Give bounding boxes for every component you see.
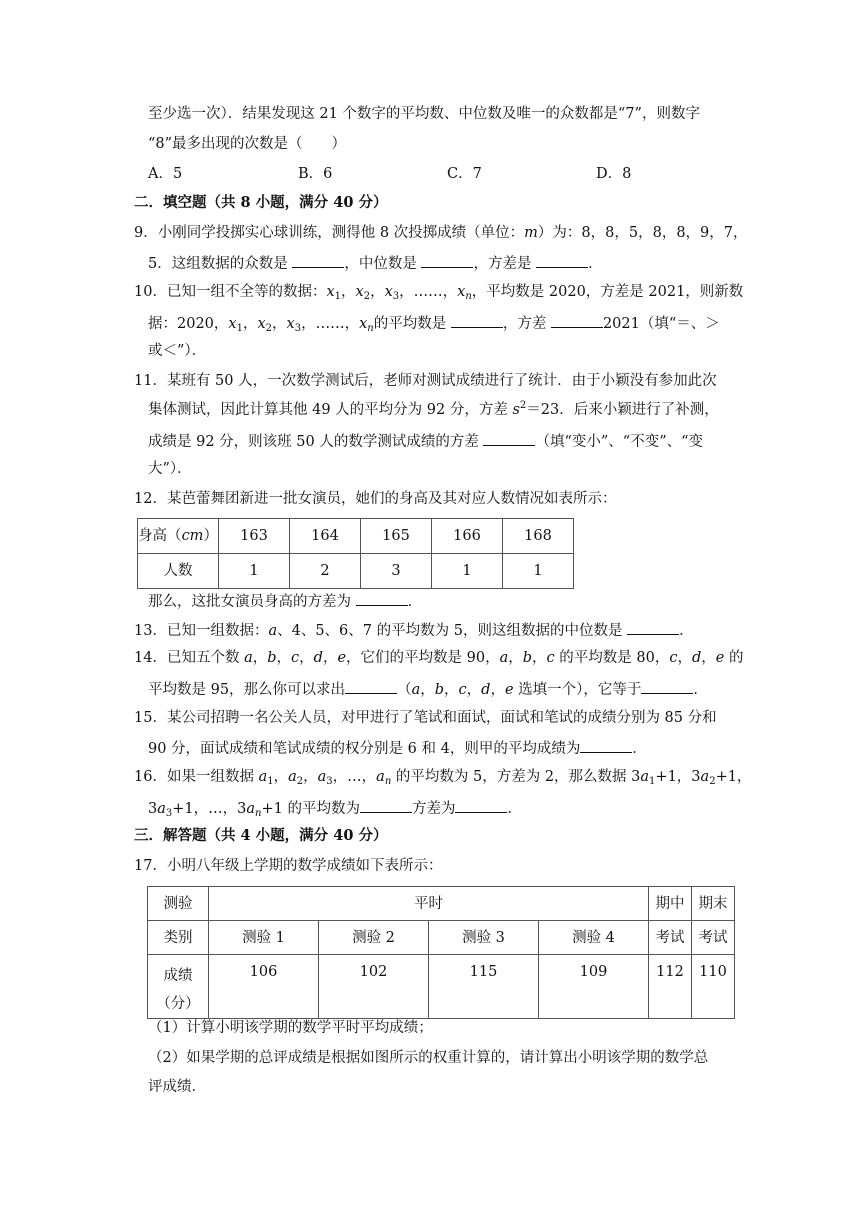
table-cell: 112	[649, 955, 692, 1019]
height-header-cell: 身高（cm）	[138, 519, 219, 554]
q17-sub1: （1）计算小明该学期的数学平时平均成绩；	[148, 1020, 433, 1036]
table-cell: 166	[432, 519, 503, 554]
q13-line: 13．已知一组数据：a、4、5、6、7 的平均数为 5，则这组数据的中位数是 ．	[134, 619, 694, 641]
q9-mode-blank	[292, 252, 344, 268]
table-cell: 测验 1	[209, 921, 319, 955]
q10-mean-blank	[451, 312, 503, 328]
table-cell: 1	[219, 554, 290, 589]
q11-line3: 成绩是 92 分，则该班 50 人的数学测试成绩的方差 （填“变小”、“不变”、“变	[148, 430, 703, 452]
table-row	[138, 554, 574, 589]
q14-line2: 平均数是 95，那么你可以求出 （a，b，c，d，e 选填一个），它等于 ．	[148, 678, 708, 700]
table-cell: 163	[219, 519, 290, 554]
q14-line1: 14．已知五个数 a，b，c，d，e，它们的平均数是 90，a，b，c 的平均数是 80，c，d，e 的	[134, 650, 744, 666]
table-cell: 165	[361, 519, 432, 554]
table-cell: 1	[432, 554, 503, 589]
q8-option-b: B．6	[298, 166, 333, 182]
table-cell: 期中	[649, 887, 692, 921]
q9-line2: 5．这组数据的众数是 ，中位数是 ，方差是 ．	[148, 252, 603, 274]
q11-line4: 大”）．	[148, 461, 192, 477]
q15-line2: 90 分，面试成绩和笔试成绩的权分别是 6 和 4，则甲的平均成绩为 ．	[148, 737, 647, 759]
height-table	[137, 518, 574, 589]
q16-line2: $3a_3+1$，…，$3a_n+1$ 的平均数为 方差为 ．	[148, 797, 522, 819]
table-cell: 109	[539, 955, 649, 1019]
table-cell: 115	[429, 955, 539, 1019]
table-cell: 106	[209, 955, 319, 1019]
q11-line1: 11．某班有 50 人，一次数学测试后，老师对测试成绩进行了统计．由于小颖没有参加此次	[134, 373, 717, 389]
table-row	[148, 887, 735, 921]
section-fill-in-title: 二．填空题（共 8 小题，满分 40 分）	[134, 194, 388, 211]
q16-line1: 16．如果一组数据 $a_1$，$a_2$，$a_3$，…，$a_n$ 的平均数为 5，方差为 2，那么数据 $3a_1+1$，$3a_2+1$，	[134, 769, 752, 787]
table-cell: 类别	[148, 921, 209, 955]
q15-line1: 15．某公司招聘一名公关人员，对甲进行了笔试和面试，面试和笔试的成绩分别为 85 分和	[134, 710, 717, 726]
q8-option-d: D．8	[596, 166, 632, 182]
table-cell: 测验	[148, 887, 209, 921]
table-cell: 2	[290, 554, 361, 589]
q13-blank	[627, 619, 679, 635]
q15-blank	[580, 737, 632, 753]
q10-line3: 或＜”）．	[148, 343, 207, 359]
table-cell: 110	[692, 955, 735, 1019]
table-cell: 168	[503, 519, 574, 554]
q14-variable-blank	[345, 678, 397, 694]
q9-line1: 9．小刚同学投掷实心球训练，测得他 8 次投掷成绩（单位：m）为：8，8，5，8，8，9，7，	[134, 225, 748, 241]
q12-line1: 12．某芭蕾舞团新进一批女演员，她们的身高及其对应人数情况如表所示：	[134, 491, 617, 507]
count-header-cell: 人数	[138, 554, 219, 589]
q17-sub2: （2）如果学期的总评成绩是根据如图所示的权重计算的，请计算出小明该学期的数学总	[148, 1050, 709, 1066]
q12-blank	[356, 590, 408, 606]
table-cell: 102	[319, 955, 429, 1019]
q8-line1: 至少选一次）．结果发现这 21 个数字的平均数、中位数及唯一的众数都是“7”，则数字	[148, 106, 700, 122]
table-cell: 成绩 （分）	[148, 955, 209, 1019]
table-row	[148, 955, 735, 1019]
q11-line2: 集体测试，因此计算其他 49 人的平均分为 92 分，方差 $s^2=23$．后来小颖进行了补测，	[148, 400, 719, 418]
q16-mean-blank	[360, 797, 412, 813]
q10-line1: 10．已知一组不全等的数据：$x_1$，$x_2$，$x_3$，……，$x_n$，平均数是 2020，方差是 2021，则新数	[134, 284, 744, 302]
table-cell: 测验 3	[429, 921, 539, 955]
q14-value-blank	[641, 678, 693, 694]
table-row	[148, 921, 735, 955]
section-answer-title: 三．解答题（共 4 小题，满分 40 分）	[134, 827, 388, 844]
table-cell: 考试	[649, 921, 692, 955]
table-cell: 平时	[209, 887, 649, 921]
q10-variance-blank	[551, 312, 603, 328]
q17-sub2-line2: 评成绩．	[148, 1079, 206, 1095]
q8-line2: “8”最多出现的次数是（ ）	[148, 136, 347, 152]
q11-blank	[483, 430, 535, 446]
q12-after: 那么，这批女演员身高的方差为 ．	[148, 590, 422, 612]
score-table	[147, 886, 735, 1019]
table-cell: 1	[503, 554, 574, 589]
q8-option-a: A．5	[148, 166, 183, 182]
table-cell: 164	[290, 519, 361, 554]
table-cell: 期末	[692, 887, 735, 921]
table-cell: 3	[361, 554, 432, 589]
table-row	[138, 519, 574, 554]
q9-variance-blank	[536, 252, 588, 268]
q9-median-blank	[421, 252, 473, 268]
q17-line1: 17．小明八年级上学期的数学成绩如下表所示：	[134, 858, 443, 874]
table-cell: 考试	[692, 921, 735, 955]
table-cell: 测验 4	[539, 921, 649, 955]
q10-line2: 据：2020，$x_1$，$x_2$，$x_3$，……，$x_n$的平均数是 ，方差 2021（填“＝、＞	[148, 312, 720, 334]
q8-option-c: C．7	[447, 166, 482, 182]
q16-variance-blank	[455, 797, 507, 813]
table-cell: 测验 2	[319, 921, 429, 955]
